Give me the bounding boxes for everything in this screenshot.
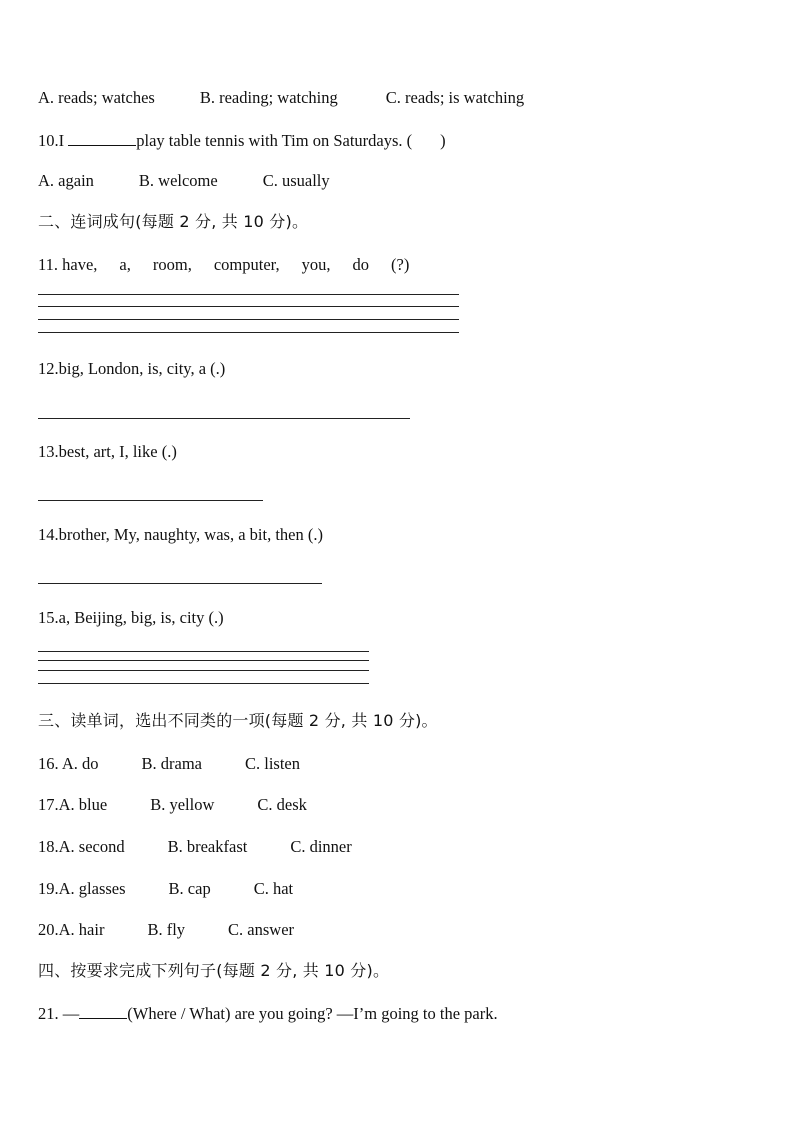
q17-option-c: C. desk (257, 795, 307, 814)
q11-word: a, (119, 255, 131, 274)
q13-number: 13. (38, 442, 59, 461)
q19-question (38, 879, 293, 899)
q12-number: 12. (38, 359, 59, 378)
q11-word: have, (62, 255, 98, 274)
q15-answer-line[interactable] (38, 670, 369, 671)
q12-text: big, London, is, city, a (.) (58, 359, 226, 378)
q11-number: 11. (38, 255, 59, 274)
q11-answer-line[interactable] (38, 306, 459, 307)
q9-options (38, 88, 524, 108)
q16-question (38, 754, 300, 774)
q10-close-paren: ) (440, 131, 446, 150)
q18-question (38, 837, 352, 857)
q16-option-b: B. drama (141, 754, 202, 773)
q16-option-a: A. do (61, 754, 99, 773)
q17-option-b: B. yellow (150, 795, 215, 814)
section3-heading: 三、读单词，选出不同类的一项(每题 2 分, 共 10 分)。 (38, 711, 438, 730)
q11-word: (?) (391, 255, 410, 274)
q10-post: play table tennis with Tim on Saturdays. ( (136, 131, 413, 150)
q21-post: (Where / What) are you going? —I’m going to the park. (127, 1004, 498, 1023)
q10-pre: I (58, 131, 65, 150)
q11-word: do (352, 255, 369, 274)
section4-heading: 四、按要求完成下列句子(每题 2 分, 共 10 分)。 (38, 961, 390, 980)
q21-blank[interactable] (79, 1003, 127, 1019)
q20-option-b: B. fly (147, 920, 186, 939)
q18-option-b: B. breakfast (167, 837, 248, 856)
q15-question (38, 608, 224, 628)
q14-number: 14. (38, 525, 59, 544)
q12-question (38, 359, 225, 379)
q20-option-c: C. answer (228, 920, 295, 939)
q12-answer-line[interactable] (38, 418, 410, 419)
q17-question (38, 795, 307, 815)
q10-option-a: A. again (38, 171, 94, 190)
q13-text: best, art, I, like (.) (58, 442, 177, 461)
q21-question (38, 1003, 498, 1024)
q9-option-b: B. reading; watching (199, 88, 338, 107)
q17-number: 17. (38, 795, 59, 814)
q15-answer-line[interactable] (38, 651, 369, 652)
q11-answer-line[interactable] (38, 319, 459, 320)
q10-options (38, 171, 330, 191)
q18-option-a: A. second (58, 837, 125, 856)
q10-number: 10. (38, 131, 59, 150)
q18-option-c: C. dinner (290, 837, 352, 856)
q20-number: 20. (38, 920, 59, 939)
q14-text: brother, My, naughty, was, a bit, then (.) (58, 525, 323, 544)
q20-question (38, 920, 294, 940)
q11-answer-line[interactable] (38, 294, 459, 295)
q18-number: 18. (38, 837, 59, 856)
q19-option-c: C. hat (253, 879, 294, 898)
q13-question (38, 442, 177, 462)
q11-word: computer, (213, 255, 280, 274)
q15-answer-line[interactable] (38, 683, 369, 684)
q11-question (38, 255, 409, 275)
q16-option-c: C. listen (245, 754, 301, 773)
q14-question (38, 525, 323, 545)
q10-question (38, 130, 446, 151)
q17-option-a: A. blue (58, 795, 108, 814)
q19-number: 19. (38, 879, 59, 898)
q15-text: a, Beijing, big, is, city (.) (58, 608, 224, 627)
q11-word: you, (301, 255, 331, 274)
q21-dash: — (62, 1004, 80, 1023)
q11-answer-line[interactable] (38, 332, 459, 333)
q10-blank (68, 130, 136, 146)
q10-option-c: C. usually (262, 171, 330, 190)
q11-word: room, (152, 255, 192, 274)
q14-answer-line[interactable] (38, 583, 322, 584)
q21-number: 21. (38, 1004, 59, 1023)
q10-option-b: B. welcome (138, 171, 218, 190)
q19-option-a: A. glasses (58, 879, 126, 898)
q13-answer-line[interactable] (38, 500, 263, 501)
q15-number: 15. (38, 608, 59, 627)
q19-option-b: B. cap (168, 879, 211, 898)
q15-answer-line[interactable] (38, 660, 369, 661)
q20-option-a: A. hair (58, 920, 105, 939)
q16-number: 16. (38, 754, 59, 773)
q9-option-c: C. reads; is watching (385, 88, 525, 107)
q9-option-a: A. reads; watches (38, 88, 155, 107)
section2-heading: 二、连词成句(每题 2 分, 共 10 分)。 (38, 212, 309, 231)
